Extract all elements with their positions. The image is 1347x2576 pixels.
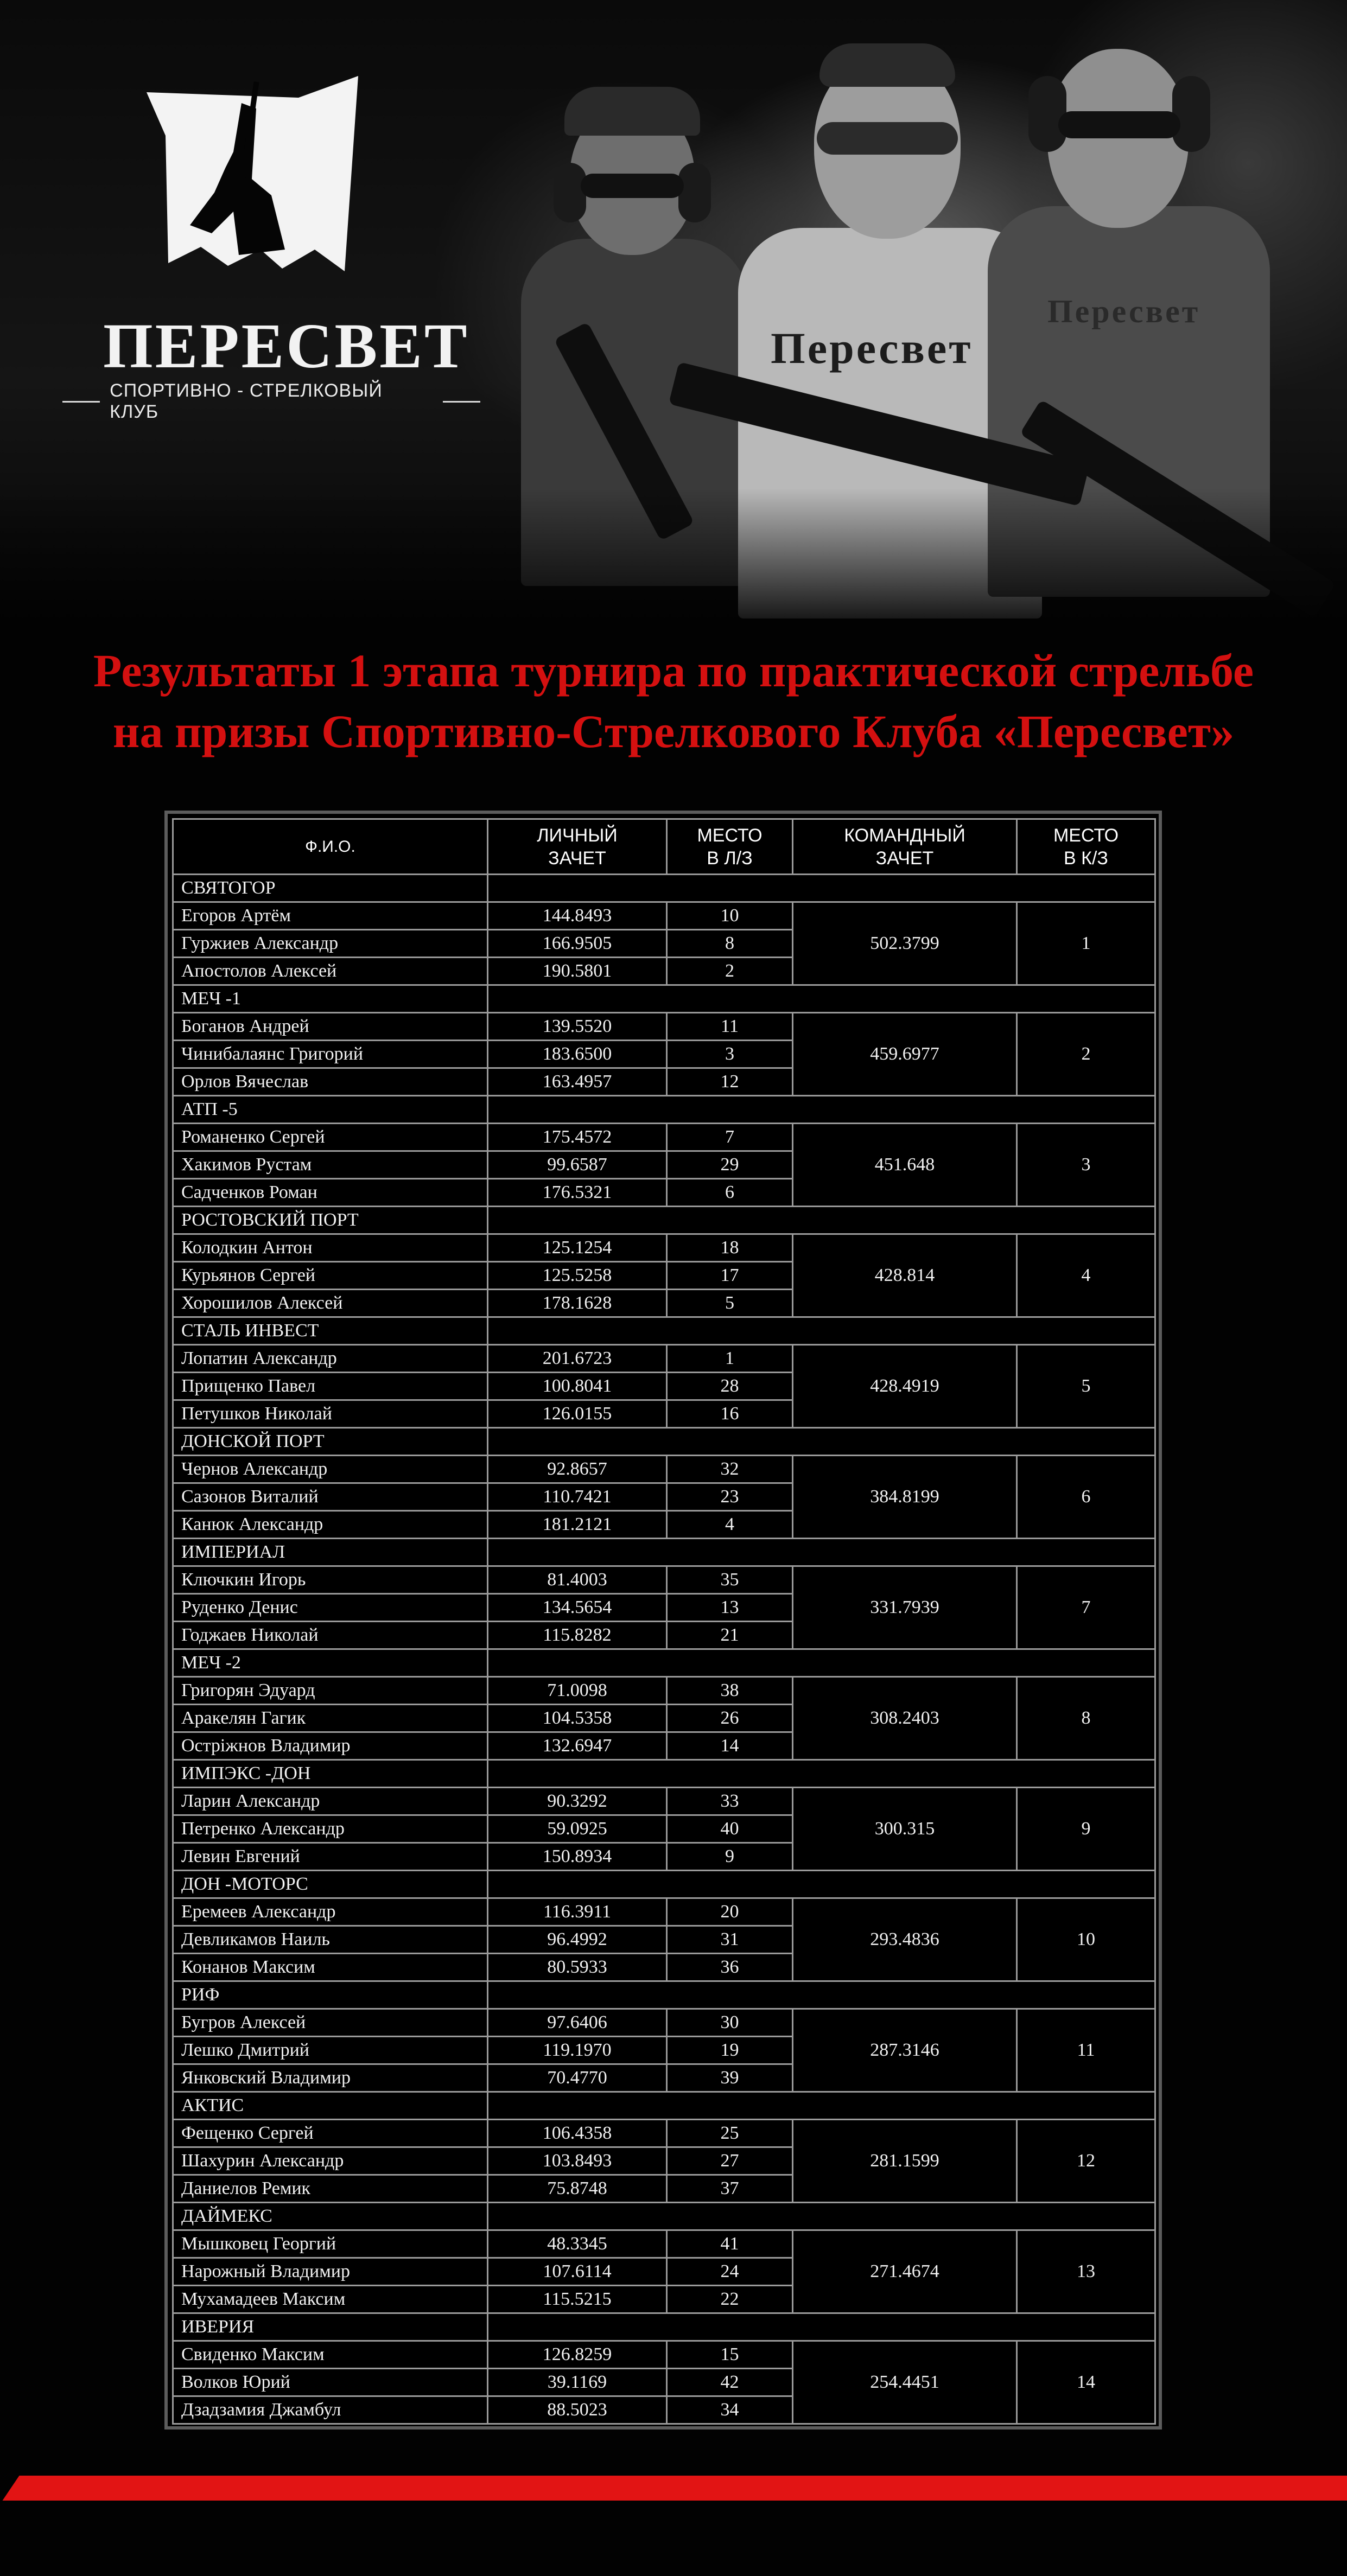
divider (62, 401, 100, 403)
member-name: Даниелов Ремик (173, 2175, 488, 2203)
member-score: 176.5321 (488, 1179, 667, 1207)
member-name: Свиденко Максим (173, 2341, 488, 2369)
member-name: Аракелян Гагик (173, 1705, 488, 1732)
member-place: 27 (667, 2147, 793, 2175)
member-score: 115.5215 (488, 2286, 667, 2313)
member-name: Бугров Алексей (173, 2009, 488, 2037)
header-personal-line-1: ЛИЧНЫЙ (537, 825, 618, 846)
member-name: Садченков Роман (173, 1179, 488, 1207)
team-place: 5 (1017, 1345, 1155, 1428)
team-place: 11 (1017, 2009, 1155, 2092)
team-row-spacer (488, 1207, 1155, 1234)
member-name: Шахурин Александр (173, 2147, 488, 2175)
table-header-row (173, 819, 1155, 875)
header-team (793, 819, 1017, 875)
member-place: 2 (667, 958, 793, 985)
member-name: Лешко Дмитрий (173, 2037, 488, 2064)
table-row (173, 1013, 1155, 1041)
member-score: 134.5654 (488, 1594, 667, 1622)
member-name: Хорошилов Алексей (173, 1290, 488, 1317)
banner-knight-icon (136, 71, 369, 277)
member-name: Орлов Вячеслав (173, 1068, 488, 1096)
member-score: 71.0098 (488, 1677, 667, 1705)
member-name: Еремеев Александр (173, 1898, 488, 1926)
member-place: 17 (667, 1262, 793, 1290)
table-row (173, 1566, 1155, 1594)
table-row (173, 2341, 1155, 2369)
member-score: 116.3911 (488, 1898, 667, 1926)
member-name: Мышковец Георгий (173, 2230, 488, 2258)
header-team-line-1: КОМАНДНЫЙ (844, 825, 965, 846)
team-name: ДОНСКОЙ ПОРТ (173, 1428, 488, 1456)
team-row-spacer (488, 2313, 1155, 2341)
member-name: Конанов Максим (173, 1954, 488, 1981)
member-score: 144.8493 (488, 902, 667, 930)
team-name: ИМПЕРИАЛ (173, 1539, 488, 1566)
member-score: 201.6723 (488, 1345, 667, 1373)
member-score: 166.9505 (488, 930, 667, 958)
member-name: Руденко Денис (173, 1594, 488, 1622)
member-name: Волков Юрий (173, 2369, 488, 2396)
member-score: 70.4770 (488, 2064, 667, 2092)
table-row (173, 1234, 1155, 1262)
member-place: 8 (667, 930, 793, 958)
member-name: Петушков Николай (173, 1400, 488, 1428)
member-name: Боганов Андрей (173, 1013, 488, 1041)
member-place: 14 (667, 1732, 793, 1760)
club-tagline (62, 380, 480, 422)
member-score: 181.2121 (488, 1511, 667, 1539)
member-place: 31 (667, 1926, 793, 1954)
member-place: 4 (667, 1511, 793, 1539)
member-score: 126.0155 (488, 1400, 667, 1428)
member-place: 32 (667, 1456, 793, 1483)
member-name: Хакимов Рустам (173, 1151, 488, 1179)
member-place: 30 (667, 2009, 793, 2037)
table-row (173, 2009, 1155, 2037)
header-personal-place-line-1: МЕСТО (697, 825, 763, 846)
member-place: 28 (667, 1373, 793, 1400)
team-row (173, 1317, 1155, 1345)
member-score: 139.5520 (488, 1013, 667, 1041)
team-total: 502.3799 (793, 902, 1017, 985)
member-name: Фещенко Сергей (173, 2120, 488, 2147)
member-score: 103.8493 (488, 2147, 667, 2175)
member-place: 13 (667, 1594, 793, 1622)
table-row (173, 902, 1155, 930)
member-score: 96.4992 (488, 1926, 667, 1954)
team-row-spacer (488, 1428, 1155, 1456)
member-score: 59.0925 (488, 1815, 667, 1843)
team-total: 384.8199 (793, 1456, 1017, 1539)
team-total: 331.7939 (793, 1566, 1017, 1649)
team-name: МЕЧ -1 (173, 985, 488, 1013)
member-place: 19 (667, 2037, 793, 2064)
member-name: Чернов Александр (173, 1456, 488, 1483)
team-row-spacer (488, 1871, 1155, 1898)
team-row-spacer (488, 1539, 1155, 1566)
member-place: 24 (667, 2258, 793, 2286)
member-score: 125.1254 (488, 1234, 667, 1262)
table-row (173, 1345, 1155, 1373)
team-place: 12 (1017, 2120, 1155, 2203)
team-name: ИМПЭКС -ДОН (173, 1760, 488, 1788)
member-place: 7 (667, 1124, 793, 1151)
member-place: 5 (667, 1290, 793, 1317)
member-score: 48.3345 (488, 2230, 667, 2258)
member-place: 3 (667, 1041, 793, 1068)
team-row-spacer (488, 2203, 1155, 2230)
team-row-spacer (488, 1649, 1155, 1677)
team-place: 2 (1017, 1013, 1155, 1096)
page-title-line-1: Результаты 1 этапа турнира по практической стрельбе (93, 645, 1254, 697)
member-name: Григорян Эдуард (173, 1677, 488, 1705)
member-score: 92.8657 (488, 1456, 667, 1483)
table-row (173, 1677, 1155, 1705)
member-name: Егоров Артём (173, 902, 488, 930)
header-personal (488, 819, 667, 875)
member-place: 23 (667, 1483, 793, 1511)
table-row (173, 1898, 1155, 1926)
header-personal-place (667, 819, 793, 875)
hero-photo (0, 0, 1347, 637)
member-name: Янковский Владимир (173, 2064, 488, 2092)
member-score: 90.3292 (488, 1788, 667, 1815)
member-name: Нарожный Владимир (173, 2258, 488, 2286)
shirt-logo-text: Пересвет (771, 323, 973, 373)
header-team-line-2: ЗАЧЕТ (875, 847, 934, 869)
member-place: 37 (667, 2175, 793, 2203)
member-place: 34 (667, 2396, 793, 2424)
team-name: СТАЛЬ ИНВЕСТ (173, 1317, 488, 1345)
member-place: 36 (667, 1954, 793, 1981)
team-place: 9 (1017, 1788, 1155, 1871)
team-name: СВЯТОГОР (173, 875, 488, 902)
member-place: 41 (667, 2230, 793, 2258)
team-row (173, 1871, 1155, 1898)
member-place: 22 (667, 2286, 793, 2313)
team-name: РИФ (173, 1981, 488, 2009)
member-place: 35 (667, 1566, 793, 1594)
team-place: 14 (1017, 2341, 1155, 2424)
team-place: 1 (1017, 902, 1155, 985)
member-place: 29 (667, 1151, 793, 1179)
member-place: 16 (667, 1400, 793, 1428)
team-row (173, 1096, 1155, 1124)
results-table-frame (164, 811, 1162, 2430)
member-name: Романенко Сергей (173, 1124, 488, 1151)
team-place: 3 (1017, 1124, 1155, 1207)
team-row (173, 2313, 1155, 2341)
member-place: 15 (667, 2341, 793, 2369)
team-place: 7 (1017, 1566, 1155, 1649)
member-place: 18 (667, 1234, 793, 1262)
member-name: Остріжнов Владимир (173, 1732, 488, 1760)
team-total: 300.315 (793, 1788, 1017, 1871)
member-place: 1 (667, 1345, 793, 1373)
page-title-line-2: на призы Спортивно-Стрелкового Клуба «Пересвет» (112, 705, 1235, 757)
team-row (173, 1428, 1155, 1456)
team-place: 4 (1017, 1234, 1155, 1317)
member-name: Петренко Александр (173, 1815, 488, 1843)
member-score: 150.8934 (488, 1843, 667, 1871)
team-row (173, 985, 1155, 1013)
team-total: 271.4674 (793, 2230, 1017, 2313)
member-score: 106.4358 (488, 2120, 667, 2147)
member-name: Канюк Александр (173, 1511, 488, 1539)
team-name: ДОН -МОТОРС (173, 1871, 488, 1898)
team-row-spacer (488, 1317, 1155, 1345)
header-name: Ф.И.О. (173, 819, 488, 875)
member-place: 11 (667, 1013, 793, 1041)
team-total: 308.2403 (793, 1677, 1017, 1760)
member-score: 132.6947 (488, 1732, 667, 1760)
team-row (173, 875, 1155, 902)
team-row-spacer (488, 1760, 1155, 1788)
team-row-spacer (488, 985, 1155, 1013)
team-name: МЕЧ -2 (173, 1649, 488, 1677)
header-team-place-line-1: МЕСТО (1053, 825, 1119, 846)
member-name: Сазонов Виталий (173, 1483, 488, 1511)
table-row (173, 1788, 1155, 1815)
member-name: Апостолов Алексей (173, 958, 488, 985)
team-place: 13 (1017, 2230, 1155, 2313)
team-row-spacer (488, 1981, 1155, 2009)
team-row (173, 1539, 1155, 1566)
member-score: 125.5258 (488, 1262, 667, 1290)
member-place: 39 (667, 2064, 793, 2092)
member-name: Прищенко Павел (173, 1373, 488, 1400)
member-score: 119.1970 (488, 2037, 667, 2064)
team-name: РОСТОВСКИЙ ПОРТ (173, 1207, 488, 1234)
member-name: Левин Евгений (173, 1843, 488, 1871)
results-table (172, 818, 1156, 2425)
team-total: 428.814 (793, 1234, 1017, 1317)
header-team-place (1017, 819, 1155, 875)
member-place: 40 (667, 1815, 793, 1843)
bottom-hazard-stripe (0, 2476, 1347, 2501)
member-place: 10 (667, 902, 793, 930)
member-name: Лопатин Александр (173, 1345, 488, 1373)
team-total: 451.648 (793, 1124, 1017, 1207)
member-score: 183.6500 (488, 1041, 667, 1068)
member-place: 20 (667, 1898, 793, 1926)
member-score: 107.6114 (488, 2258, 667, 2286)
member-score: 100.8041 (488, 1373, 667, 1400)
header-personal-place-line-2: В Л/З (707, 847, 753, 869)
member-score: 97.6406 (488, 2009, 667, 2037)
member-score: 126.8259 (488, 2341, 667, 2369)
member-place: 33 (667, 1788, 793, 1815)
header-personal-line-2: ЗАЧЕТ (548, 847, 606, 869)
member-place: 6 (667, 1179, 793, 1207)
club-logo (103, 71, 469, 422)
member-name: Ключкин Игорь (173, 1566, 488, 1594)
team-row (173, 1981, 1155, 2009)
member-place: 42 (667, 2369, 793, 2396)
member-name: Колодкин Антон (173, 1234, 488, 1262)
header-team-place-line-2: В К/З (1064, 847, 1108, 869)
table-row (173, 2230, 1155, 2258)
member-score: 115.8282 (488, 1622, 667, 1649)
team-name: ИВЕРИЯ (173, 2313, 488, 2341)
team-place: 8 (1017, 1677, 1155, 1760)
team-name: АКТИС (173, 2092, 488, 2120)
member-place: 9 (667, 1843, 793, 1871)
member-score: 88.5023 (488, 2396, 667, 2424)
team-total: 281.1599 (793, 2120, 1017, 2203)
member-name: Годжаев Николай (173, 1622, 488, 1649)
team-total: 254.4451 (793, 2341, 1017, 2424)
member-score: 80.5933 (488, 1954, 667, 1981)
member-score: 163.4957 (488, 1068, 667, 1096)
member-place: 26 (667, 1705, 793, 1732)
member-score: 190.5801 (488, 958, 667, 985)
member-name: Девликамов Наиль (173, 1926, 488, 1954)
member-name: Гуржиев Александр (173, 930, 488, 958)
team-row (173, 2092, 1155, 2120)
team-row (173, 1760, 1155, 1788)
member-score: 175.4572 (488, 1124, 667, 1151)
team-total: 459.6977 (793, 1013, 1017, 1096)
member-place: 38 (667, 1677, 793, 1705)
team-row-spacer (488, 2092, 1155, 2120)
team-total: 287.3146 (793, 2009, 1017, 2092)
member-score: 178.1628 (488, 1290, 667, 1317)
team-place: 10 (1017, 1898, 1155, 1981)
member-score: 99.6587 (488, 1151, 667, 1179)
member-place: 21 (667, 1622, 793, 1649)
member-score: 39.1169 (488, 2369, 667, 2396)
table-row (173, 1456, 1155, 1483)
member-place: 12 (667, 1068, 793, 1096)
team-name: ДАЙМЕКС (173, 2203, 488, 2230)
member-name: Ларин Александр (173, 1788, 488, 1815)
member-name: Дзадзамия Джамбул (173, 2396, 488, 2424)
table-row (173, 1124, 1155, 1151)
results-body (173, 875, 1155, 2424)
team-total: 293.4836 (793, 1898, 1017, 1981)
team-row-spacer (488, 875, 1155, 902)
club-name: ПЕРЕСВЕТ (103, 310, 469, 381)
team-row (173, 2203, 1155, 2230)
table-row (173, 2120, 1155, 2147)
team-row (173, 1649, 1155, 1677)
team-total: 428.4919 (793, 1345, 1017, 1428)
member-place: 25 (667, 2120, 793, 2147)
team-row-spacer (488, 1096, 1155, 1124)
member-name: Чинибалаянс Григорий (173, 1041, 488, 1068)
divider (443, 401, 480, 403)
member-score: 75.8748 (488, 2175, 667, 2203)
member-name: Курьянов Сергей (173, 1262, 488, 1290)
team-row (173, 1207, 1155, 1234)
club-tagline-text: СПОРТИВНО - СТРЕЛКОВЫЙ КЛУБ (110, 380, 383, 422)
member-score: 104.5358 (488, 1705, 667, 1732)
team-place: 6 (1017, 1456, 1155, 1539)
member-score: 110.7421 (488, 1483, 667, 1511)
shirt-logo-text-right: Пересвет (1047, 294, 1200, 329)
team-name: АТП -5 (173, 1096, 488, 1124)
member-score: 81.4003 (488, 1566, 667, 1594)
member-name: Мухамадеев Максим (173, 2286, 488, 2313)
